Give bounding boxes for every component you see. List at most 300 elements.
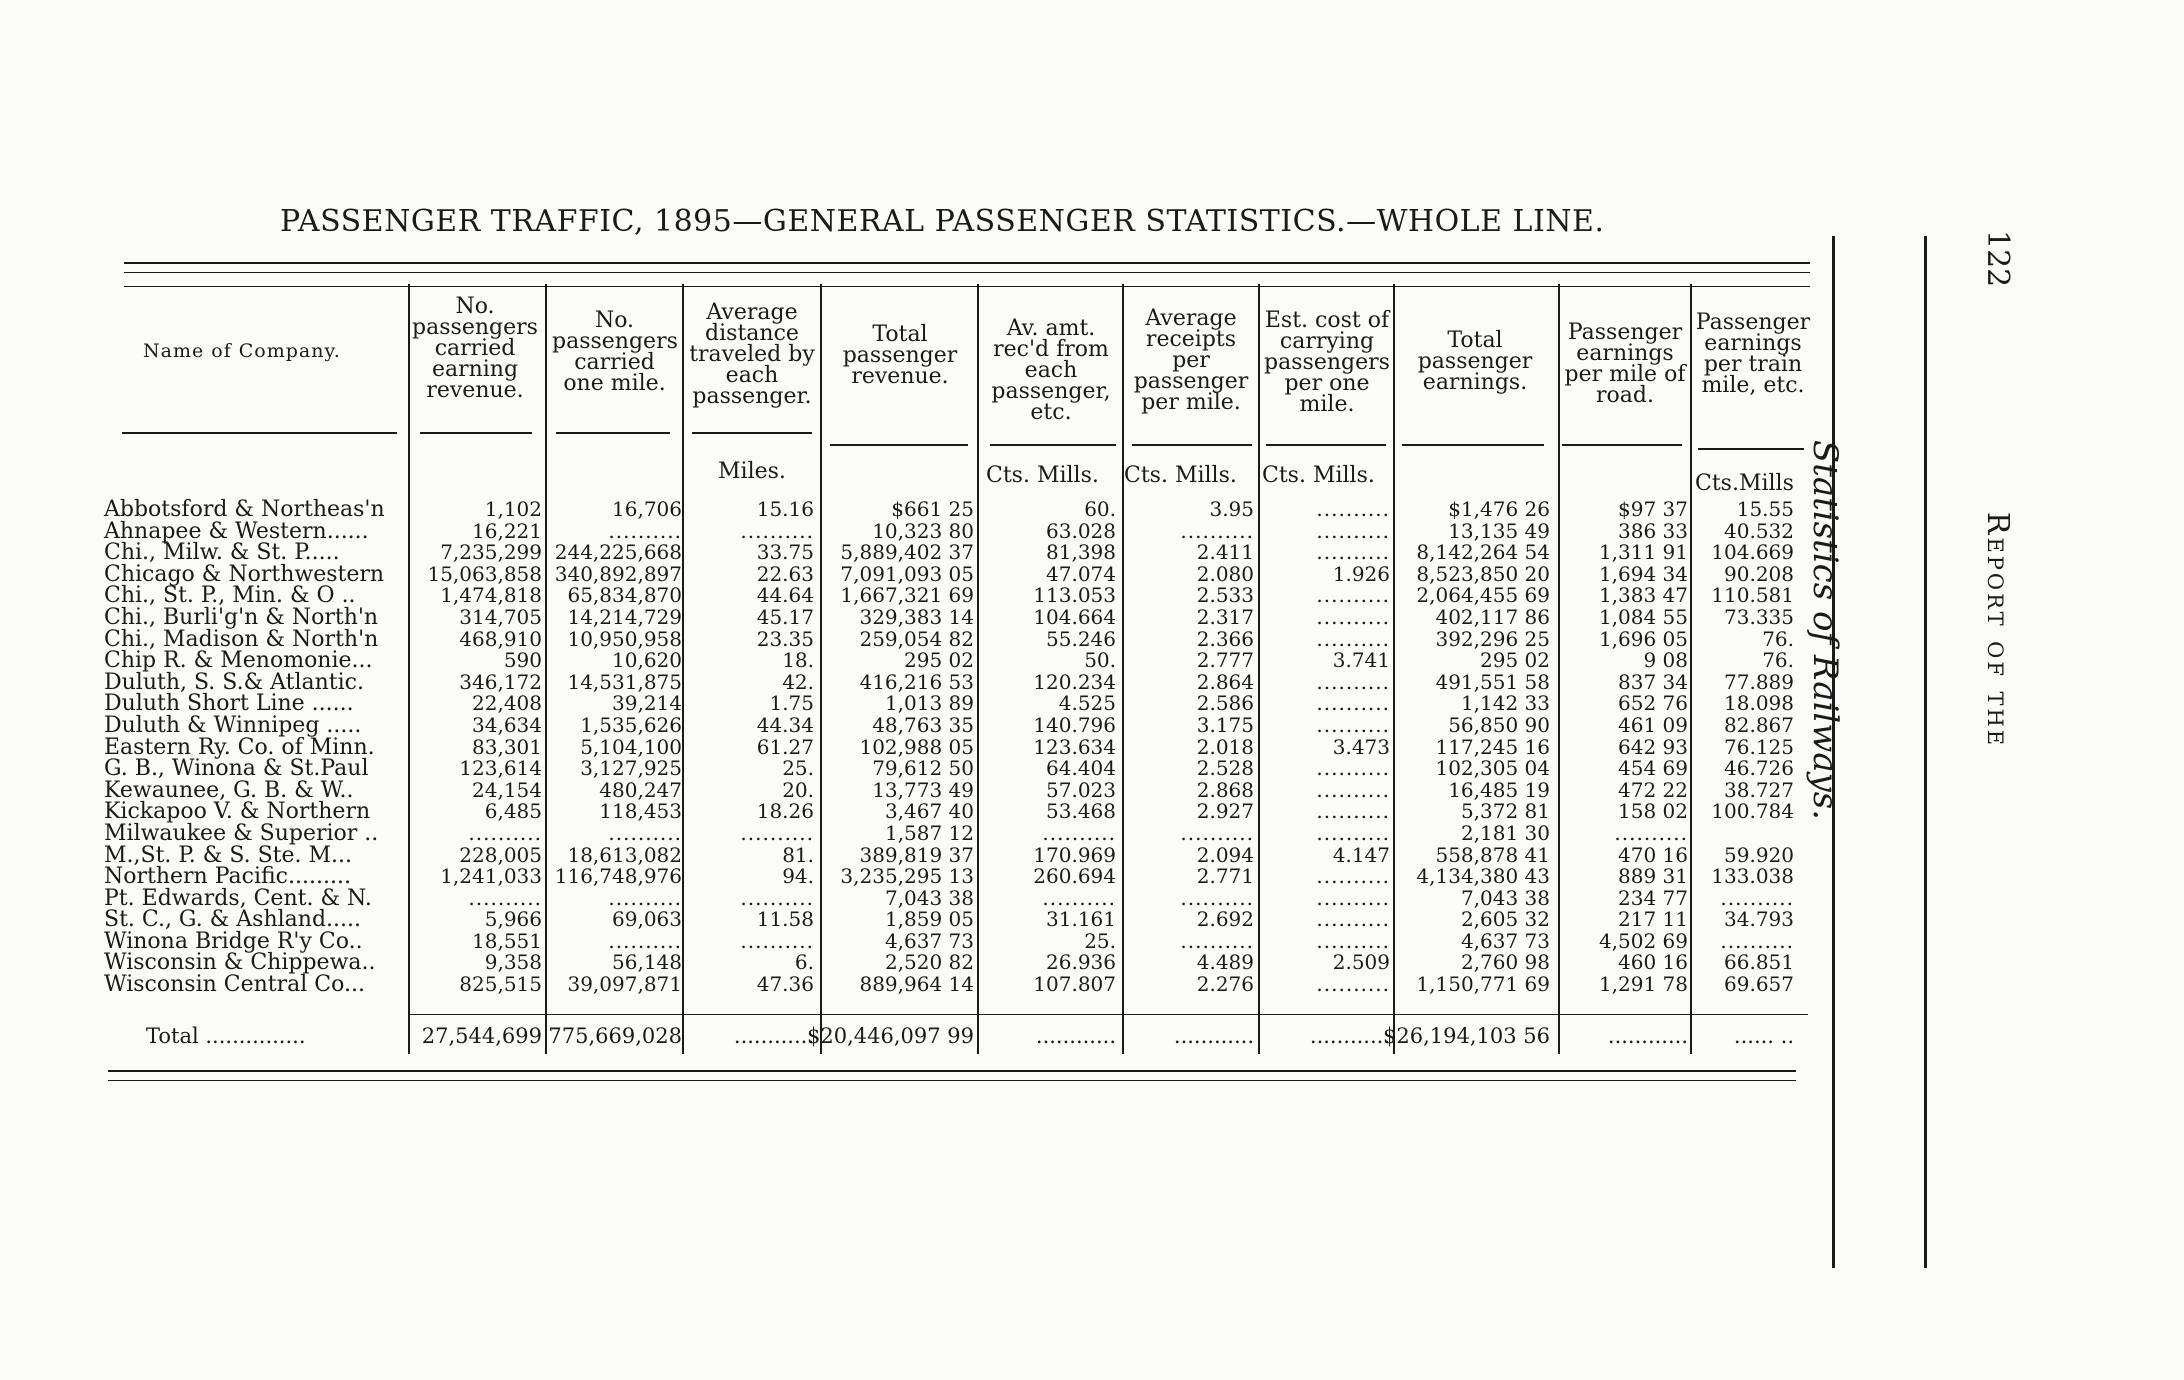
table-cell: 1,667,321 69 <box>840 583 974 608</box>
table-cell: .......... <box>1316 777 1390 802</box>
table-cell: 2.868 <box>1196 777 1254 802</box>
table-cell: 825,515 <box>459 972 542 997</box>
header-company: Name of Company. <box>143 340 341 362</box>
table-cell: 26.936 <box>1046 950 1116 975</box>
table-cell: 2.276 <box>1196 972 1254 997</box>
table-cell: 7,043 38 <box>884 885 974 910</box>
rule <box>556 432 670 434</box>
table-cell: .......... <box>1316 518 1390 543</box>
col-total-revenue <box>840 499 974 996</box>
table-cell: 18. <box>782 648 814 673</box>
unit-per-train: Cts.Mills <box>1695 471 1794 496</box>
table-cell: .......... <box>1042 820 1116 845</box>
header-est-cost: Est. cost of carrying passengers per one mile. <box>1264 308 1390 417</box>
table-cell: 244,225,668 <box>554 540 682 565</box>
table-cell: 460 16 <box>1618 950 1688 975</box>
table-cell: 1,102 <box>484 497 542 521</box>
table-cell: 116,748,976 <box>554 864 682 889</box>
margin-rule <box>1924 236 1927 1268</box>
col-per-train-mile <box>1711 499 1794 996</box>
unit-est-cost: Cts. Mills. <box>1262 463 1375 488</box>
table-cell: 20. <box>782 777 814 802</box>
rule <box>1266 444 1386 446</box>
table-cell: 45.17 <box>756 604 814 629</box>
table-cell: .......... <box>1180 820 1254 845</box>
rule <box>420 432 532 434</box>
table-cell: 2.692 <box>1196 907 1254 932</box>
pre-total-rule <box>410 1014 1808 1015</box>
table-cell: 386 33 <box>1618 518 1688 543</box>
table-cell: .......... <box>1316 820 1390 845</box>
table-cell: .......... <box>468 885 542 910</box>
table-cell: .......... <box>1316 885 1390 910</box>
table-cell: 123.634 <box>1033 734 1116 759</box>
table-cell: 889,964 14 <box>859 972 974 997</box>
running-head <box>1980 250 2015 1010</box>
table-cell: .......... <box>1614 820 1688 845</box>
table-cell: 100.784 <box>1711 799 1794 824</box>
table-cell: 4.489 <box>1196 950 1254 975</box>
total-est-cost: ............ <box>1309 1024 1390 1048</box>
table-cell: .......... <box>1316 604 1390 629</box>
table-cell: .......... <box>1316 669 1390 694</box>
table-cell: 14,214,729 <box>567 604 682 629</box>
table-cell: 107.807 <box>1033 972 1116 997</box>
rule <box>830 444 968 446</box>
table-cell: 2.927 <box>1196 799 1254 824</box>
table-cell: 77.889 <box>1724 669 1794 694</box>
table-cell: 6,485 <box>484 799 542 824</box>
table-cell: 3,467 40 <box>884 799 974 824</box>
running-title-italic: Statistics of Railways. <box>1805 439 1845 821</box>
table-cell: 10,620 <box>612 648 682 673</box>
company-name: Wisconsin Central Co... <box>104 972 365 998</box>
table-cell: 2.509 <box>1332 950 1390 975</box>
table-cell: 2.080 <box>1196 561 1254 586</box>
table-cell: 65,834,870 <box>567 583 682 608</box>
company-name: Wisconsin & Chippewa.. <box>104 950 376 976</box>
table-cell: 4,134,380 43 <box>1416 864 1550 889</box>
table-cell: 15.16 <box>756 497 814 521</box>
table-cell: .......... <box>1316 972 1390 997</box>
header-total-earnings: Total passenger earnings. <box>1417 328 1533 395</box>
total-per-train-mile: ...... .. <box>1733 1024 1794 1048</box>
table-cell: 47.36 <box>756 972 814 997</box>
table-cell: 22,408 <box>472 691 542 716</box>
header-av-amt: Av. amt. rec'd from each passenger, etc. <box>991 316 1111 425</box>
table-cell: 2.018 <box>1196 734 1254 759</box>
running-head-text: Report of the <box>1980 511 2015 749</box>
table-cell: 2,181 30 <box>1460 820 1550 845</box>
table-cell: .......... <box>1720 885 1794 910</box>
table-cell: .......... <box>468 820 542 845</box>
table-cell: 40.532 <box>1724 518 1794 543</box>
table-cell: 4,637 73 <box>1460 928 1550 953</box>
table-cell: 2.094 <box>1196 842 1254 867</box>
table-cell: 217 11 <box>1618 907 1688 932</box>
table-cell: 346,172 <box>459 669 542 694</box>
table-cell: 8,142,264 54 <box>1416 540 1550 565</box>
table-cell: 55.246 <box>1046 626 1116 651</box>
table-cell: 69,063 <box>612 907 682 932</box>
rule <box>122 432 397 434</box>
col-sep <box>1393 284 1395 1054</box>
unit-miles: Miles. <box>718 459 786 484</box>
table-cell: 140.796 <box>1033 712 1116 737</box>
table-cell: 416,216 53 <box>859 669 974 694</box>
col-sep <box>820 284 822 1054</box>
table-cell: .......... <box>1316 928 1390 953</box>
company-name: Chicago & Northwestern <box>104 561 385 587</box>
table-cell: 60. <box>1084 497 1116 521</box>
table-cell: 7,043 38 <box>1460 885 1550 910</box>
col-sep <box>1558 284 1560 1054</box>
table-cell: 18.098 <box>1724 691 1794 716</box>
company-name: Eastern Ry. Co. of Minn. <box>104 734 375 760</box>
table-cell: 3.741 <box>1332 648 1390 673</box>
table-cell: 454 69 <box>1618 756 1688 781</box>
table-cell: 1.926 <box>1332 561 1390 586</box>
table-cell: 73.335 <box>1724 604 1794 629</box>
table-cell: 1,142 33 <box>1460 691 1550 716</box>
table-cell: .......... <box>740 928 814 953</box>
table-cell: .......... <box>1180 518 1254 543</box>
table-cell: 259,054 82 <box>859 626 974 651</box>
table-cell: 1,474,818 <box>440 583 542 608</box>
table-cell: 66.851 <box>1724 950 1794 975</box>
company-name: Chip R. & Menomonie... <box>104 648 373 674</box>
table-cell: 1,084 55 <box>1598 604 1688 629</box>
total-avg-receipts: ............ <box>1173 1024 1254 1048</box>
rule <box>1402 444 1544 446</box>
table-cell: 1,291 78 <box>1598 972 1688 997</box>
table-cell: 1,535,626 <box>580 712 682 737</box>
table-cell: 10,323 80 <box>872 518 974 543</box>
col-sep <box>1122 284 1124 1054</box>
header-per-train-mile: Passenger earnings per train mile, etc. <box>1695 310 1811 398</box>
table-cell: 1,013 89 <box>884 691 974 716</box>
table-cell: 118,453 <box>599 799 682 824</box>
table-cell: 3,235,295 13 <box>840 864 974 889</box>
col-avg-distance <box>740 499 814 996</box>
table-cell: 94. <box>782 864 814 889</box>
table-cell: .......... <box>608 820 682 845</box>
table-cell: 79,612 50 <box>872 756 974 781</box>
table-cell: 113.053 <box>1033 583 1116 608</box>
table-cell: 16,221 <box>472 518 542 543</box>
col-total-earnings <box>1416 499 1550 996</box>
bottom-rule-thin <box>108 1080 1796 1081</box>
table-cell: 1,859 05 <box>884 907 974 932</box>
table-cell: 652 76 <box>1618 691 1688 716</box>
header-passengers-carried: No. passengers carried earning revenue. <box>412 294 538 403</box>
table-cell: 2,064,455 69 <box>1416 583 1550 608</box>
table-cell: .......... <box>1720 928 1794 953</box>
col-sep <box>1258 284 1260 1054</box>
col-sep <box>1690 284 1692 1054</box>
table-cell: 9 08 <box>1643 648 1688 673</box>
table-cell: .......... <box>1316 799 1390 824</box>
table-cell: 260.694 <box>1033 864 1116 889</box>
table-cell: 5,966 <box>484 907 542 932</box>
table-cell: 42. <box>782 669 814 694</box>
table-cell: 228,005 <box>459 842 542 867</box>
table-cell: 4,637 73 <box>884 928 974 953</box>
table-cell: 18,613,082 <box>567 842 682 867</box>
table-cell: 64.404 <box>1046 756 1116 781</box>
table-cell: 2.411 <box>1196 540 1254 565</box>
table-cell: 81. <box>782 842 814 867</box>
table-cell: 13,135 49 <box>1448 518 1550 543</box>
total-earnings: $26,194,103 56 <box>1383 1024 1550 1048</box>
table-cell: 5,372 81 <box>1460 799 1550 824</box>
table-cell: .......... <box>1180 885 1254 910</box>
table-cell: .......... <box>1316 907 1390 932</box>
table-cell: $97 37 <box>1618 497 1688 521</box>
unit-av-amt: Cts. Mills. <box>986 463 1099 488</box>
col-passengers-carried <box>427 499 542 996</box>
company-name: G. B., Winona & St.Paul <box>104 756 369 782</box>
total-avg-distance: ............ <box>733 1024 814 1048</box>
table-cell: 1,311 91 <box>1598 540 1688 565</box>
table-cell: 2.777 <box>1196 648 1254 673</box>
rule <box>1562 444 1682 446</box>
table-cell <box>1711 823 1794 845</box>
company-name: Chi., Madison & North'n <box>104 626 379 652</box>
total-revenue: $20,446,097 99 <box>807 1024 974 1048</box>
company-name: Northern Pacific......... <box>104 864 351 890</box>
table-cell: 468,910 <box>459 626 542 651</box>
table-cell: .......... <box>608 518 682 543</box>
table-cell: 295 02 <box>904 648 974 673</box>
company-name: Chi., St. P., Min. & O .. <box>104 583 356 609</box>
col-sep <box>545 284 547 1054</box>
company-name: St. C., G. & Ashland..... <box>104 907 361 933</box>
company-name: Winona Bridge R'y Co.. <box>104 928 363 954</box>
table-cell: 5,889,402 37 <box>840 540 974 565</box>
table-cell: 22.63 <box>756 561 814 586</box>
table-cell: 34,634 <box>472 712 542 737</box>
table-cell: 81,398 <box>1046 540 1116 565</box>
table-cell: 76. <box>1762 626 1794 651</box>
table-cell: 10,950,958 <box>567 626 682 651</box>
table-cell: 470 16 <box>1618 842 1688 867</box>
table-cell: 1,150,771 69 <box>1416 972 1550 997</box>
table-cell: 1,241,033 <box>440 864 542 889</box>
table-cell: .......... <box>1316 691 1390 716</box>
table-cell: 46.726 <box>1724 756 1794 781</box>
table-cell: 2,605 32 <box>1460 907 1550 932</box>
table-cell: 1,696 05 <box>1598 626 1688 651</box>
table-cell: 14,531,875 <box>567 669 682 694</box>
header-passengers-one-mile: No. passengers carried one mile. <box>552 308 678 396</box>
table-cell: 1,383 47 <box>1598 583 1688 608</box>
table-cell: 4,502 69 <box>1598 928 1688 953</box>
table-cell: .......... <box>740 885 814 910</box>
table-cell: 1,587 12 <box>884 820 974 845</box>
header-avg-distance: Average distance traveled by each passenger. <box>689 300 815 409</box>
total-per-mile-road: ............ <box>1607 1024 1688 1048</box>
table-cell: 2.586 <box>1196 691 1254 716</box>
table-cell: 461 09 <box>1618 712 1688 737</box>
table-cell: 31.161 <box>1046 907 1116 932</box>
table-cell: 13,773 49 <box>872 777 974 802</box>
table-cell: 558,878 41 <box>1435 842 1550 867</box>
table-cell: 110.581 <box>1711 583 1794 608</box>
table-cell: .......... <box>1316 583 1390 608</box>
company-name: Chi., Burli'g'n & North'n <box>104 604 379 630</box>
table-cell: .......... <box>1180 928 1254 953</box>
table-cell: 82.867 <box>1724 712 1794 737</box>
table-cell: 9,358 <box>484 950 542 975</box>
table-cell: 1,694 34 <box>1598 561 1688 586</box>
table-cell: 24,154 <box>472 777 542 802</box>
table-cell: .......... <box>1316 540 1390 565</box>
table-cell: 392,296 25 <box>1435 626 1550 651</box>
col-passengers-one-mile <box>555 499 682 996</box>
table-cell: 50. <box>1084 648 1116 673</box>
table-cell: 123,614 <box>459 756 542 781</box>
table-cell: 8,523,850 20 <box>1416 561 1550 586</box>
company-name: Abbotsford & Northeas'n <box>104 497 385 522</box>
table-cell: 102,988 05 <box>859 734 974 759</box>
table-cell: 76. <box>1762 648 1794 673</box>
total-label: Total ............... <box>146 1024 306 1048</box>
table-cell: 63.028 <box>1046 518 1116 543</box>
table-cell: 57.023 <box>1046 777 1116 802</box>
table-cell: 59.920 <box>1724 842 1794 867</box>
company-name: Duluth, S. S.& Atlantic. <box>104 669 364 695</box>
table-cell: 33.75 <box>756 540 814 565</box>
table-cell: 18,551 <box>472 928 542 953</box>
col-avg-receipts <box>1180 499 1254 996</box>
table-cell: 295 02 <box>1480 648 1550 673</box>
table-cell: 102,305 04 <box>1435 756 1550 781</box>
company-names <box>104 499 385 996</box>
table-cell: .......... <box>1316 756 1390 781</box>
table-cell: 1.75 <box>769 691 814 716</box>
rule <box>990 444 1116 446</box>
company-name: Kickapoo V. & Northern <box>104 799 371 825</box>
page-title: PASSENGER TRAFFIC, 1895—GENERAL PASSENGER STATISTICS.—WHOLE LINE. <box>280 204 1605 239</box>
table-cell: 11.58 <box>756 907 814 932</box>
table-cell: 2.366 <box>1196 626 1254 651</box>
table-cell: .......... <box>1316 712 1390 737</box>
table-cell: 25. <box>782 756 814 781</box>
total-passengers-carried: 27,544,699 <box>421 1024 542 1048</box>
table-cell: 2,760 98 <box>1460 950 1550 975</box>
table-cell: 234 77 <box>1618 885 1688 910</box>
page-number: 122 <box>1980 230 2015 288</box>
table-cell: 402,117 86 <box>1435 604 1550 629</box>
table-cell: 56,148 <box>612 950 682 975</box>
company-name: Ahnapee & Western...... <box>104 518 369 544</box>
col-sep <box>682 284 684 1054</box>
company-name: Pt. Edwards, Cent. & N. <box>104 885 372 911</box>
table-cell: .......... <box>1316 864 1390 889</box>
table-cell: 16,706 <box>612 497 682 521</box>
table-cell: 48,763 35 <box>872 712 974 737</box>
company-name: M.,St. P. & S. Ste. M... <box>104 842 353 868</box>
company-name: Duluth & Winnipeg ..... <box>104 712 362 738</box>
table-cell: 34.793 <box>1724 907 1794 932</box>
table-cell: 472 22 <box>1618 777 1688 802</box>
table-cell: 6. <box>794 950 814 975</box>
table-cell: 889 31 <box>1618 864 1688 889</box>
header-total-revenue: Total passenger revenue. <box>842 322 958 389</box>
table-cell: 53.468 <box>1046 799 1116 824</box>
rule <box>692 432 812 434</box>
table-cell: 16,485 19 <box>1448 777 1550 802</box>
table-cell: 491,551 58 <box>1435 669 1550 694</box>
table-cell: 120.234 <box>1033 669 1116 694</box>
table-cell: 642 93 <box>1618 734 1688 759</box>
table-cell: 329,383 14 <box>859 604 974 629</box>
table-cell: 389,819 37 <box>859 842 974 867</box>
table-cell: 104.664 <box>1033 604 1116 629</box>
table-cell: 76.125 <box>1724 734 1794 759</box>
company-name: Chi., Milw. & St. P..... <box>104 540 340 566</box>
rule <box>1698 448 1804 450</box>
table-cell: 83,301 <box>472 734 542 759</box>
col-per-mile-road <box>1599 499 1688 996</box>
table-cell: 3,127,925 <box>580 756 682 781</box>
table-cell: .......... <box>740 820 814 845</box>
table-cell: 7,235,299 <box>440 540 542 565</box>
col-est-cost <box>1316 499 1390 996</box>
table-cell: 25. <box>1084 928 1116 953</box>
table-cell: 170.969 <box>1033 842 1116 867</box>
top-rule <box>124 262 1810 264</box>
table-cell: 5,104,100 <box>580 734 682 759</box>
table-cell: 104.669 <box>1711 540 1794 565</box>
table-cell: 4.525 <box>1058 691 1116 716</box>
table-cell: 18.26 <box>756 799 814 824</box>
total-av-amt: ............ <box>1035 1024 1116 1048</box>
table-cell: 47.074 <box>1046 561 1116 586</box>
table-cell: 340,892,897 <box>554 561 682 586</box>
table-cell: 2.533 <box>1196 583 1254 608</box>
total-passengers-one-mile: 775,669,028 <box>548 1024 682 1048</box>
table-cell: 480,247 <box>599 777 682 802</box>
table-cell: 7,091,093 05 <box>840 561 974 586</box>
rule <box>1132 444 1252 446</box>
table-cell: .......... <box>1316 497 1390 521</box>
table-cell: 39,214 <box>612 691 682 716</box>
bottom-rule <box>108 1070 1796 1072</box>
table-cell: 38.727 <box>1724 777 1794 802</box>
table-cell: .......... <box>740 518 814 543</box>
table-cell: 2.771 <box>1196 864 1254 889</box>
table-cell: 90.208 <box>1724 561 1794 586</box>
table-cell: 15,063,858 <box>427 561 542 586</box>
table-cell: .......... <box>608 928 682 953</box>
table-cell: 3.175 <box>1196 712 1254 737</box>
table-cell: .......... <box>1042 885 1116 910</box>
col-av-amt <box>1033 499 1116 996</box>
table-cell: 15.55 <box>1736 497 1794 521</box>
table-cell: 3.473 <box>1332 734 1390 759</box>
table-cell: 69.657 <box>1724 972 1794 997</box>
table-cell: 2.317 <box>1196 604 1254 629</box>
table-cell: 44.34 <box>756 712 814 737</box>
table-cell: 117,245 16 <box>1435 734 1550 759</box>
header-per-mile-road: Passenger earnings per mile of road. <box>1564 320 1686 408</box>
table-cell: 23.35 <box>756 626 814 651</box>
top-rule-thin <box>124 272 1810 273</box>
table-cell: 44.64 <box>756 583 814 608</box>
table-cell: 2.528 <box>1196 756 1254 781</box>
